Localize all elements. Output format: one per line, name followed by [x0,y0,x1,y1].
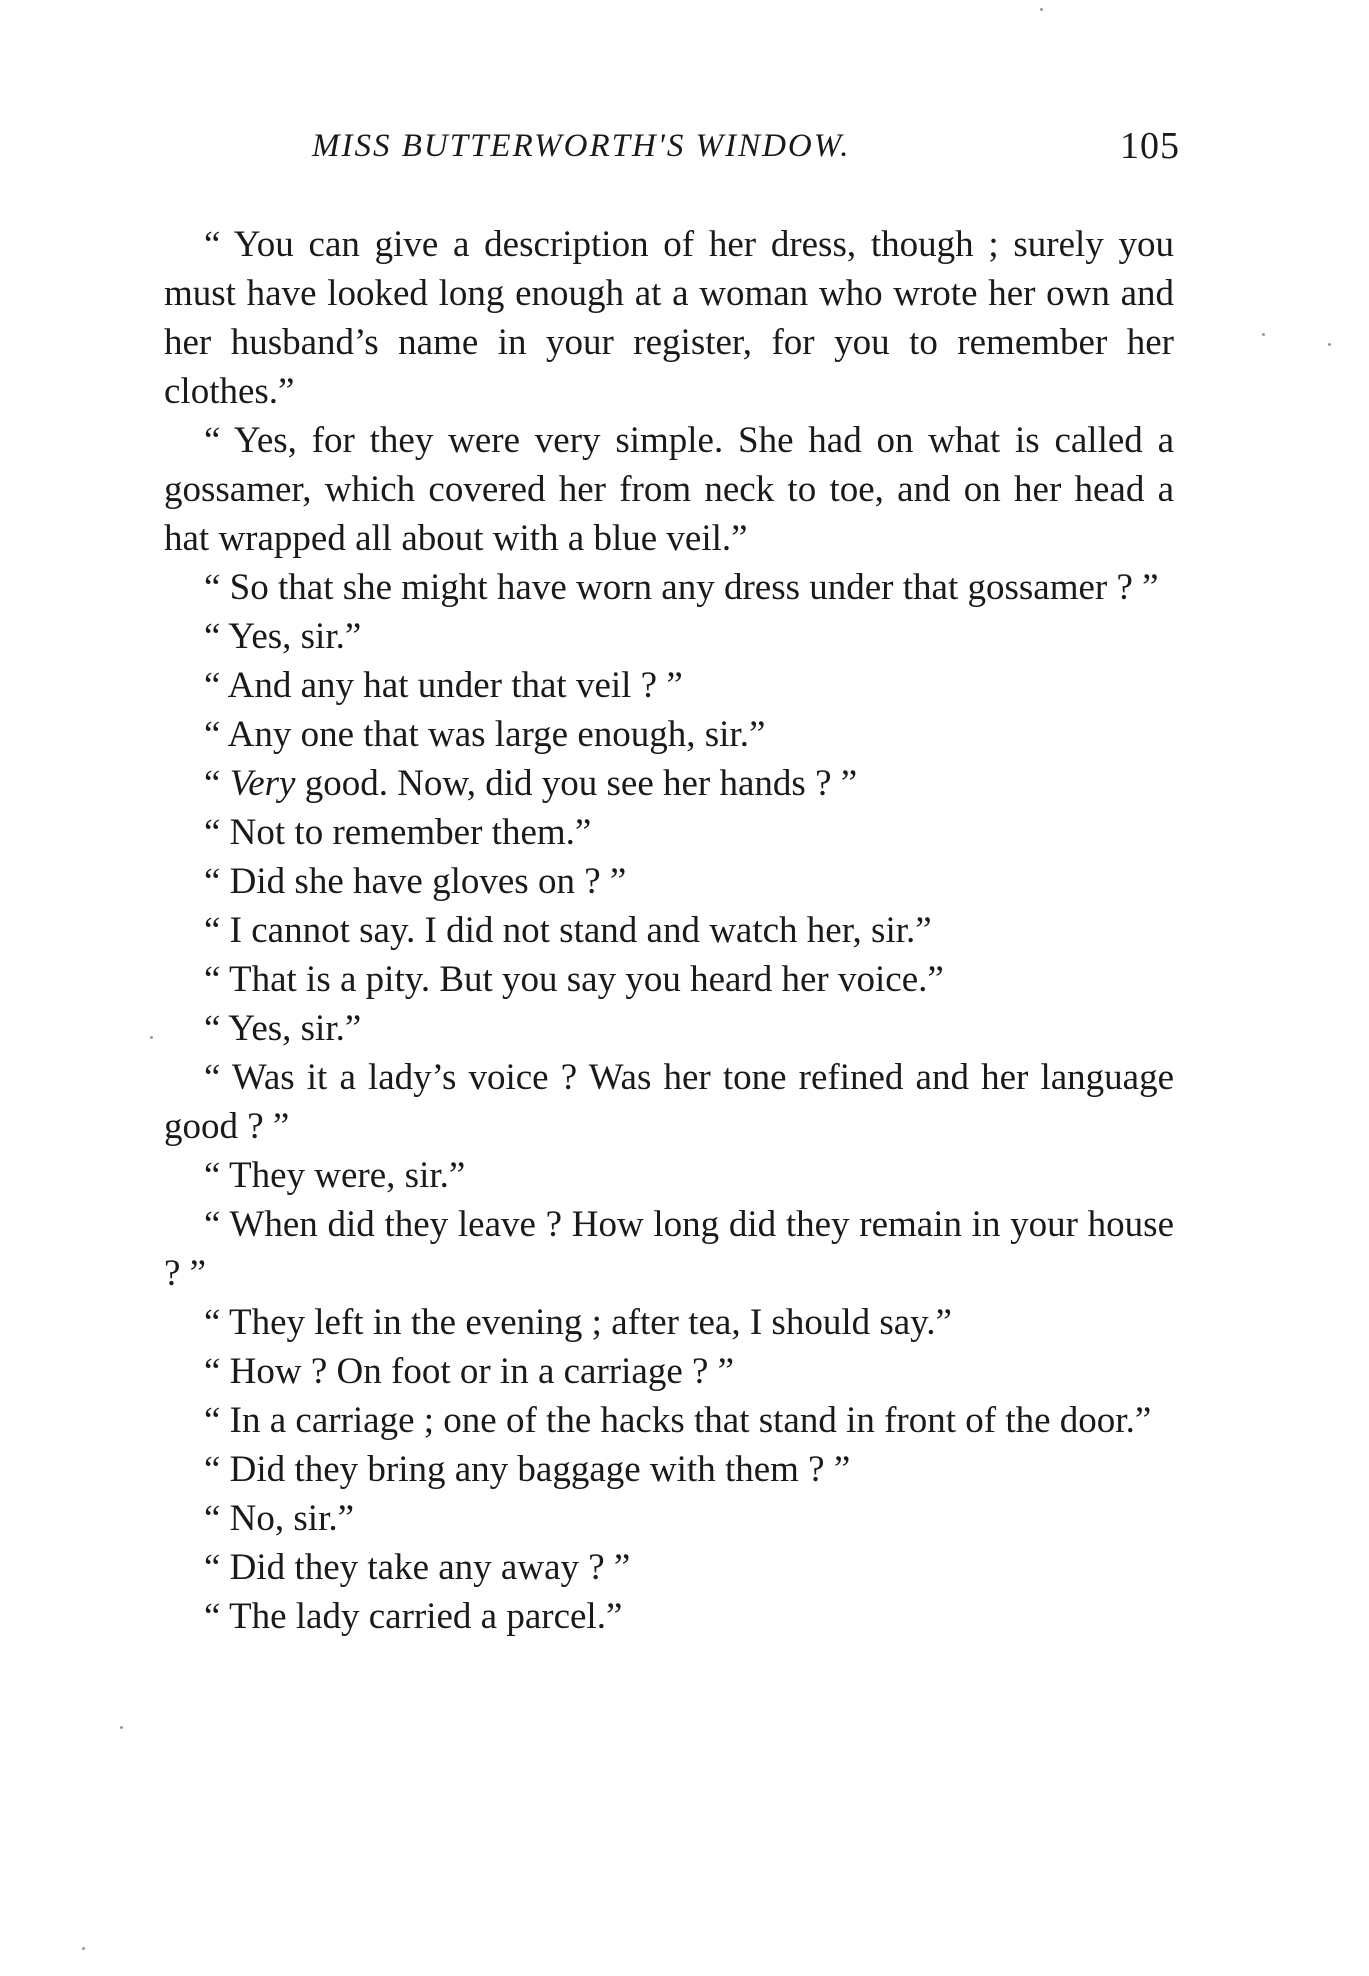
paper-speck [82,1947,85,1950]
paper-speck [150,1036,153,1039]
paper-speck [120,1726,123,1729]
paragraph: “ That is a pity. But you say you heard her voice.” [204,959,944,1000]
paragraph: “ Any one that was large enough, sir.” [204,714,766,755]
paragraph: “ Was it a lady’s voice ? Was her tone refined and her language good ? ” [164,1057,1174,1147]
paper-speck [1328,343,1331,346]
page-number: 105 [1120,125,1180,167]
paragraph: “ No, sir.” [204,1498,355,1539]
paragraph-rest: good. Now, did you see her hands ? ” [295,763,858,804]
paragraph-open-quote: “ [204,763,230,804]
body-text [164,220,1174,1641]
paragraph [164,759,1174,808]
paragraph: “ They were, sir.” [204,1155,466,1196]
paragraph: “ You can give a description of her dress, though ; surely you must have looked long enough at a woman who wrote her own and her husband’s name in your register, for you to remember her clothes.” [164,224,1174,412]
paragraph: “ Yes, for they were very simple. She had on what is called a gossamer, which covered her from neck to toe, and on her head a hat wrapped all about with a blue veil.” [164,420,1174,559]
paragraph: “ I cannot say. I did not stand and watch her, sir.” [204,910,932,951]
paragraph: “ Did they bring any baggage with them ? ” [204,1449,851,1490]
paper-speck [1262,333,1265,336]
paragraph: “ In a carriage ; one of the hacks that stand in front of the door.” [204,1400,1152,1441]
paragraph: “ How ? On foot or in a carriage ? ” [204,1351,735,1392]
paper-speck [1040,8,1043,11]
paragraph: “ Yes, sir.” [204,1008,362,1049]
paragraph: “ So that she might have worn any dress under that gossamer ? ” [204,567,1159,608]
paragraph: “ They left in the evening ; after tea, I should say.” [204,1302,952,1343]
page-header [300,125,1180,178]
paragraph: “ Yes, sir.” [204,616,362,657]
paragraph: “ Did they take any away ? ” [204,1547,631,1588]
paragraph: “ When did they leave ? How long did they remain in your house ? ” [164,1204,1174,1294]
paragraph: “ And any hat under that veil ? ” [204,665,683,706]
paragraph: “ Did she have gloves on ? ” [204,861,627,902]
paragraph: “ Not to remember them.” [204,812,592,853]
running-title: MISS BUTTERWORTH'S WINDOW. [312,128,851,164]
paragraph: “ The lady carried a parcel.” [204,1596,623,1637]
paragraph-italic: Very [229,763,296,804]
